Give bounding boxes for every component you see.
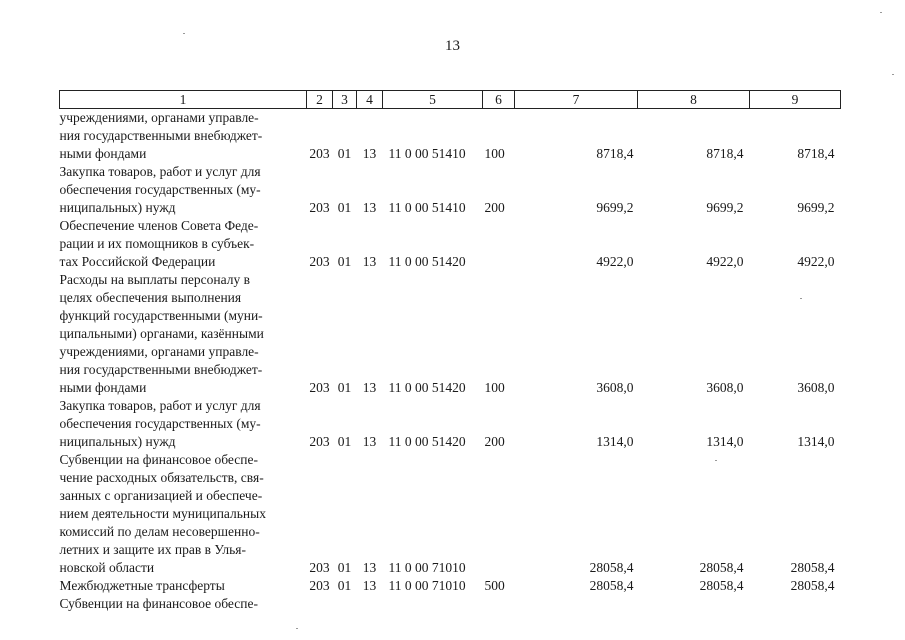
row-cell-c8: 3608,0 [706,380,744,395]
row-cell-c7: 28058,4 [589,560,634,575]
scan-speck [183,33,185,34]
row-name-line: обеспечения государственных (му- [59,182,261,197]
row-cell-c4: 13 [362,200,377,215]
table-row [60,163,841,217]
row-name-line: летних и защите их прав в Улья- [59,542,246,557]
row-cell-c4: 13 [362,380,377,395]
row-cell-c4: 13 [362,254,377,269]
row-cell-c8: 4922,0 [706,254,744,269]
row-cell-c6: 100 [484,146,505,161]
row-cell-c8 [638,595,750,613]
header-col-8: 8 [638,91,750,109]
row-name-line: ципальными) органами, казёнными [59,326,264,341]
scan-speck [800,298,802,299]
row-cell-c7: 4922,0 [596,254,634,269]
row-name [60,577,307,595]
row-cell-c8: 28058,4 [699,578,744,593]
scan-speck [715,460,717,461]
row-cell-c5: 11 0 00 51410 [388,200,466,215]
row-name-line: ными фондами [59,146,147,161]
row-cell-c6: 500 [484,578,505,593]
row-cell-c5: 11 0 00 51420 [388,380,466,395]
header-col-1: 1 [60,91,307,109]
row-name-line: учреждениями, органами управле- [59,344,259,359]
row-cell-c7 [515,595,638,613]
row-cell-c7: 3608,0 [596,380,634,395]
header-col-7: 7 [515,91,638,109]
row-name [60,217,307,271]
header-col-3: 3 [333,91,357,109]
row-name-line: рации и их помощников в субъек- [59,236,255,251]
row-name-line: Обеспечение членов Совета Феде- [59,218,259,233]
row-cell-c5: 11 0 00 51420 [388,434,466,449]
row-cell-c9: 9699,2 [797,200,835,215]
row-cell-c5: 11 0 00 71010 [388,560,466,575]
row-cell-c2: 203 [309,254,330,269]
row-name-line: ниципальных) нужд [59,200,176,215]
row-cell-c9: 8718,4 [797,146,835,161]
row-cell-c9: 1314,0 [797,434,835,449]
row-name-line: ния государственными внебюджет- [59,362,263,377]
row-name-line: учреждениями, органами управле- [59,110,259,125]
row-cell-c4: 13 [362,146,377,161]
row-name-line: новской области [59,560,155,575]
row-name [60,271,307,397]
header-col-9: 9 [750,91,841,109]
scan-speck [296,628,298,629]
row-cell-c4: 13 [362,434,377,449]
row-name-line: Расходы на выплаты персоналу в [59,272,250,287]
row-name-line: Межбюджетные трансферты [59,578,225,593]
row-name-line: занных с организацией и обеспече- [59,488,263,503]
row-cell-c3: 01 [337,200,352,215]
scan-speck [892,74,894,75]
header-col-4: 4 [357,91,383,109]
budget-table [59,90,841,613]
row-cell-c4 [357,595,383,613]
table-row [60,577,841,595]
row-cell-c2: 203 [309,434,330,449]
row-cell-c6 [483,451,515,577]
row-cell-c6: 200 [484,434,505,449]
row-cell-c2: 203 [309,146,330,161]
row-name [60,109,307,164]
row-cell-c3: 01 [337,380,352,395]
row-cell-c8: 1314,0 [706,434,744,449]
row-name-line: Закупка товаров, работ и услуг для [59,164,261,179]
table-row [60,271,841,397]
table-row [60,595,841,613]
row-name [60,397,307,451]
row-cell-c7: 8718,4 [596,146,634,161]
row-cell-c2: 203 [309,200,330,215]
row-cell-c3: 01 [337,146,352,161]
row-name-line: Субвенции на финансовое обеспе- [59,452,258,467]
row-cell-c8: 9699,2 [706,200,744,215]
header-col-5: 5 [383,91,483,109]
row-cell-c2 [307,595,333,613]
header-row [60,91,841,109]
row-cell-c9 [750,595,841,613]
row-name [60,451,307,577]
header-col-6: 6 [483,91,515,109]
row-name-line: Закупка товаров, работ и услуг для [59,398,261,413]
table-body [60,109,841,614]
row-cell-c3: 01 [337,434,352,449]
row-name [60,163,307,217]
row-cell-c6: 100 [484,380,505,395]
row-cell-c7: 1314,0 [596,434,634,449]
row-cell-c4: 13 [362,578,377,593]
row-cell-c3: 01 [337,254,352,269]
table-row [60,451,841,577]
row-cell-c6 [483,217,515,271]
row-cell-c2: 203 [309,560,330,575]
row-cell-c8: 28058,4 [699,560,744,575]
page-number: 13 [445,38,460,54]
row-cell-c6: 200 [484,200,505,215]
row-cell-c6 [483,595,515,613]
row-cell-c2: 203 [309,578,330,593]
row-name-line: ными фондами [59,380,147,395]
row-name-line: Субвенции на финансовое обеспе- [59,596,258,611]
row-cell-c5: 11 0 00 51420 [388,254,466,269]
row-cell-c2: 203 [309,380,330,395]
row-name-line: ния государственными внебюджет- [59,128,263,143]
row-cell-c9: 4922,0 [797,254,835,269]
row-cell-c5: 11 0 00 51410 [388,146,466,161]
scan-speck [880,12,882,13]
row-cell-c7: 28058,4 [589,578,634,593]
row-name-line: комиссий по делам несовершенно- [59,524,260,539]
row-cell-c7: 9699,2 [596,200,634,215]
row-cell-c3: 01 [337,578,352,593]
row-name-line: чение расходных обязательств, свя- [59,470,264,485]
row-cell-c4: 13 [362,560,377,575]
table-row [60,397,841,451]
row-cell-c9: 28058,4 [790,578,835,593]
row-cell-c5: 11 0 00 71010 [388,578,466,593]
row-name-line: ниципальных) нужд [59,434,176,449]
row-name-line: функций государственными (муни- [59,308,263,323]
row-cell-c8: 8718,4 [706,146,744,161]
row-cell-c3 [333,595,357,613]
row-name [60,595,307,613]
table-row [60,109,841,164]
row-name-line: тах Российской Федерации [59,254,216,269]
row-cell-c9: 3608,0 [797,380,835,395]
table-row [60,217,841,271]
row-name-line: обеспечения государственных (му- [59,416,261,431]
row-cell-c5 [383,595,483,613]
row-name-line: нием деятельности муниципальных [59,506,266,521]
row-cell-c9: 28058,4 [790,560,835,575]
row-name-line: целях обеспечения выполнения [59,290,242,305]
header-col-2: 2 [307,91,333,109]
row-cell-c3: 01 [337,560,352,575]
